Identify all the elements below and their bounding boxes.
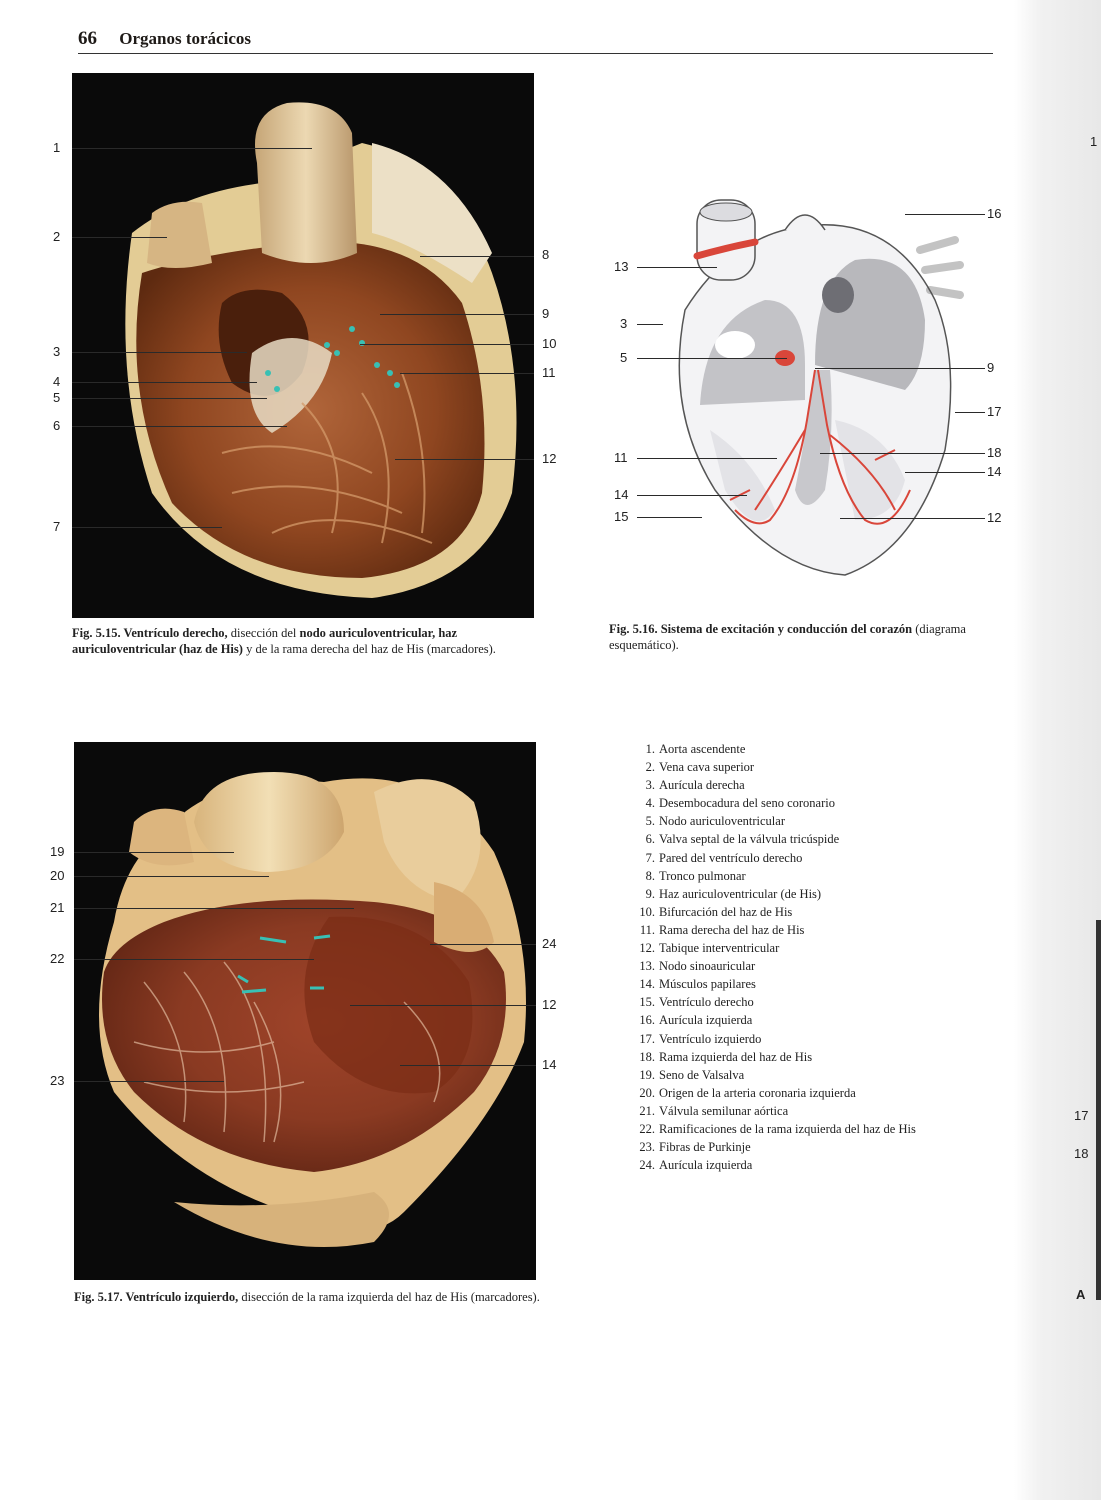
edge-label: 18 <box>1074 1146 1089 1161</box>
legend-item: 13. Nodo sinoauricular <box>639 959 756 974</box>
fig515-leader <box>400 373 534 374</box>
fig516-leader <box>637 495 747 496</box>
legend-item: 11. Rama derecha del haz de His <box>639 922 805 937</box>
legend-item: 20. Origen de la arteria coronaria izquierda <box>639 1085 856 1100</box>
fig517-label: 23 <box>50 1073 65 1088</box>
fig517-photo <box>74 742 536 1280</box>
fig515-label: 6 <box>53 418 61 433</box>
edge-label: 17 <box>1074 1108 1089 1123</box>
fig517-leader <box>430 944 536 945</box>
fig516-leader <box>820 453 985 454</box>
fig515-label: 8 <box>542 247 550 262</box>
fig515-leader <box>72 398 267 399</box>
fig515-caption-title: Fig. 5.15. Ventrículo derecho, <box>72 626 228 640</box>
legend-item: 7. Pared del ventrículo derecho <box>645 850 803 865</box>
fig515-label: 10 <box>542 336 557 351</box>
fig516-leader <box>815 368 985 369</box>
fig516-leader <box>955 412 985 413</box>
next-page-edge <box>1014 0 1101 1500</box>
legend-item: 24. Aurícula izquierda <box>639 1158 753 1173</box>
fig515-leader <box>72 237 167 238</box>
legend-item: 9. Haz auriculoventricular (de His) <box>645 886 822 901</box>
section-title: Organos torácicos <box>119 29 251 48</box>
fig515-caption <box>72 625 552 657</box>
legend-item: 5. Nodo auriculoventricular <box>645 814 785 829</box>
fig516-label: 16 <box>987 206 1002 221</box>
fig516-label: 15 <box>614 509 629 524</box>
legend-item: 21. Válvula semilunar aórtica <box>639 1103 789 1118</box>
fig515-leader <box>72 382 257 383</box>
fig515-label: 7 <box>53 519 61 534</box>
fig516-leader <box>637 517 702 518</box>
fig515-caption-emphasis: nodo auriculoventricular, haz auriculoventricular (haz de His) <box>72 626 458 656</box>
legend-item: 22. Ramificaciones de la rama izquierda del haz de His <box>639 1121 916 1136</box>
fig516-leader <box>637 324 663 325</box>
fig515-leader <box>72 352 247 353</box>
fig516-leader <box>840 518 985 519</box>
legend-item: 12. Tabique interventricular <box>639 941 780 956</box>
fig517-label: 14 <box>542 1057 557 1072</box>
fig516-label: 18 <box>987 445 1002 460</box>
fig517-label: 24 <box>542 936 557 951</box>
fig517-leader <box>350 1005 536 1006</box>
fig515-label: 12 <box>542 451 557 466</box>
fig515-leader <box>72 426 287 427</box>
fig515-label: 9 <box>542 306 550 321</box>
fig516-label: 14 <box>614 487 629 502</box>
fig517-leader <box>74 908 354 909</box>
fig515-label: 1 <box>53 140 61 155</box>
fig517-leader <box>74 876 269 877</box>
fig516-caption-text: (diagrama esquemático). <box>609 622 966 652</box>
fig517-label: 22 <box>50 951 65 966</box>
page-number: 66 <box>78 28 97 49</box>
fig517-caption-title: Fig. 5.17. Ventrículo izquierdo, <box>74 1290 239 1304</box>
fig516-label: 9 <box>987 360 995 375</box>
legend-item: 6. Valva septal de la válvula tricúspide <box>645 832 840 847</box>
fig517-label: 20 <box>50 868 65 883</box>
legend-item: 18. Rama izquierda del haz de His <box>639 1049 813 1064</box>
fig517-label: 21 <box>50 900 65 915</box>
fig516-leader <box>637 358 787 359</box>
fig516-label: 13 <box>614 259 629 274</box>
legend-item: 17. Ventrículo izquierdo <box>639 1031 762 1046</box>
fig515-photo <box>72 73 534 618</box>
fig516-leader <box>637 267 717 268</box>
fig515-leader <box>72 148 312 149</box>
fig515-leader <box>420 256 534 257</box>
legend-item: 14. Músculos papilares <box>639 977 756 992</box>
fig516-leader <box>905 472 985 473</box>
fig515-label: 3 <box>53 344 61 359</box>
fig515-leader <box>395 459 534 460</box>
edge-label: A <box>1076 1287 1086 1302</box>
fig517-caption <box>74 1289 544 1305</box>
legend-item: 2. Vena cava superior <box>645 760 755 775</box>
legend-item: 15. Ventrículo derecho <box>639 995 754 1010</box>
legend-item: 3. Aurícula derecha <box>645 778 745 793</box>
fig516-label: 5 <box>620 350 628 365</box>
running-head <box>78 28 251 50</box>
fig515-leader <box>72 527 222 528</box>
fig515-label: 2 <box>53 229 61 244</box>
fig517-leader <box>74 852 234 853</box>
fig515-label: 11 <box>542 365 556 380</box>
fig516-label: 11 <box>614 450 628 465</box>
fig515-leader <box>360 344 534 345</box>
legend-item: 8. Tronco pulmonar <box>645 868 746 883</box>
edge-label: 1 <box>1090 134 1098 149</box>
fig517-label: 12 <box>542 997 557 1012</box>
fig516-caption <box>609 621 989 653</box>
fig516-label: 12 <box>987 510 1002 525</box>
legend-item: 4. Desembocadura del seno coronario <box>645 796 835 811</box>
fig516-label: 3 <box>620 316 628 331</box>
fig516-label: 14 <box>987 464 1002 479</box>
fig517-label: 19 <box>50 844 65 859</box>
fig515-leader <box>380 314 534 315</box>
fig516-leader <box>637 458 777 459</box>
fig515-caption-text: y de la rama derecha del haz de His (marcadores). <box>242 642 496 656</box>
fig516-diagram <box>655 190 965 585</box>
label-legend <box>628 740 1008 1174</box>
fig516-label: 17 <box>987 404 1002 419</box>
edge-image-strip <box>1096 920 1101 1300</box>
fig515-label: 5 <box>53 390 61 405</box>
fig516-leader <box>905 214 985 215</box>
legend-item: 10. Bifurcación del haz de His <box>639 904 793 919</box>
fig517-leader <box>74 959 314 960</box>
fig517-caption-text: disección de la rama izquierda del haz de His (marcadores). <box>238 1290 540 1304</box>
fig517-leader <box>74 1081 224 1082</box>
legend-item: 23. Fibras de Purkinje <box>639 1140 751 1155</box>
fig515-caption-text: disección del <box>227 626 300 640</box>
header-rule <box>78 53 993 54</box>
legend-item: 16. Aurícula izquierda <box>639 1013 753 1028</box>
fig517-leader <box>400 1065 536 1066</box>
legend-item: 1. Aorta ascendente <box>645 742 746 756</box>
fig516-caption-title: Fig. 5.16. Sistema de excitación y conducción del corazón <box>609 622 913 636</box>
legend-item: 19. Seno de Valsalva <box>639 1067 745 1082</box>
fig515-label: 4 <box>53 374 61 389</box>
